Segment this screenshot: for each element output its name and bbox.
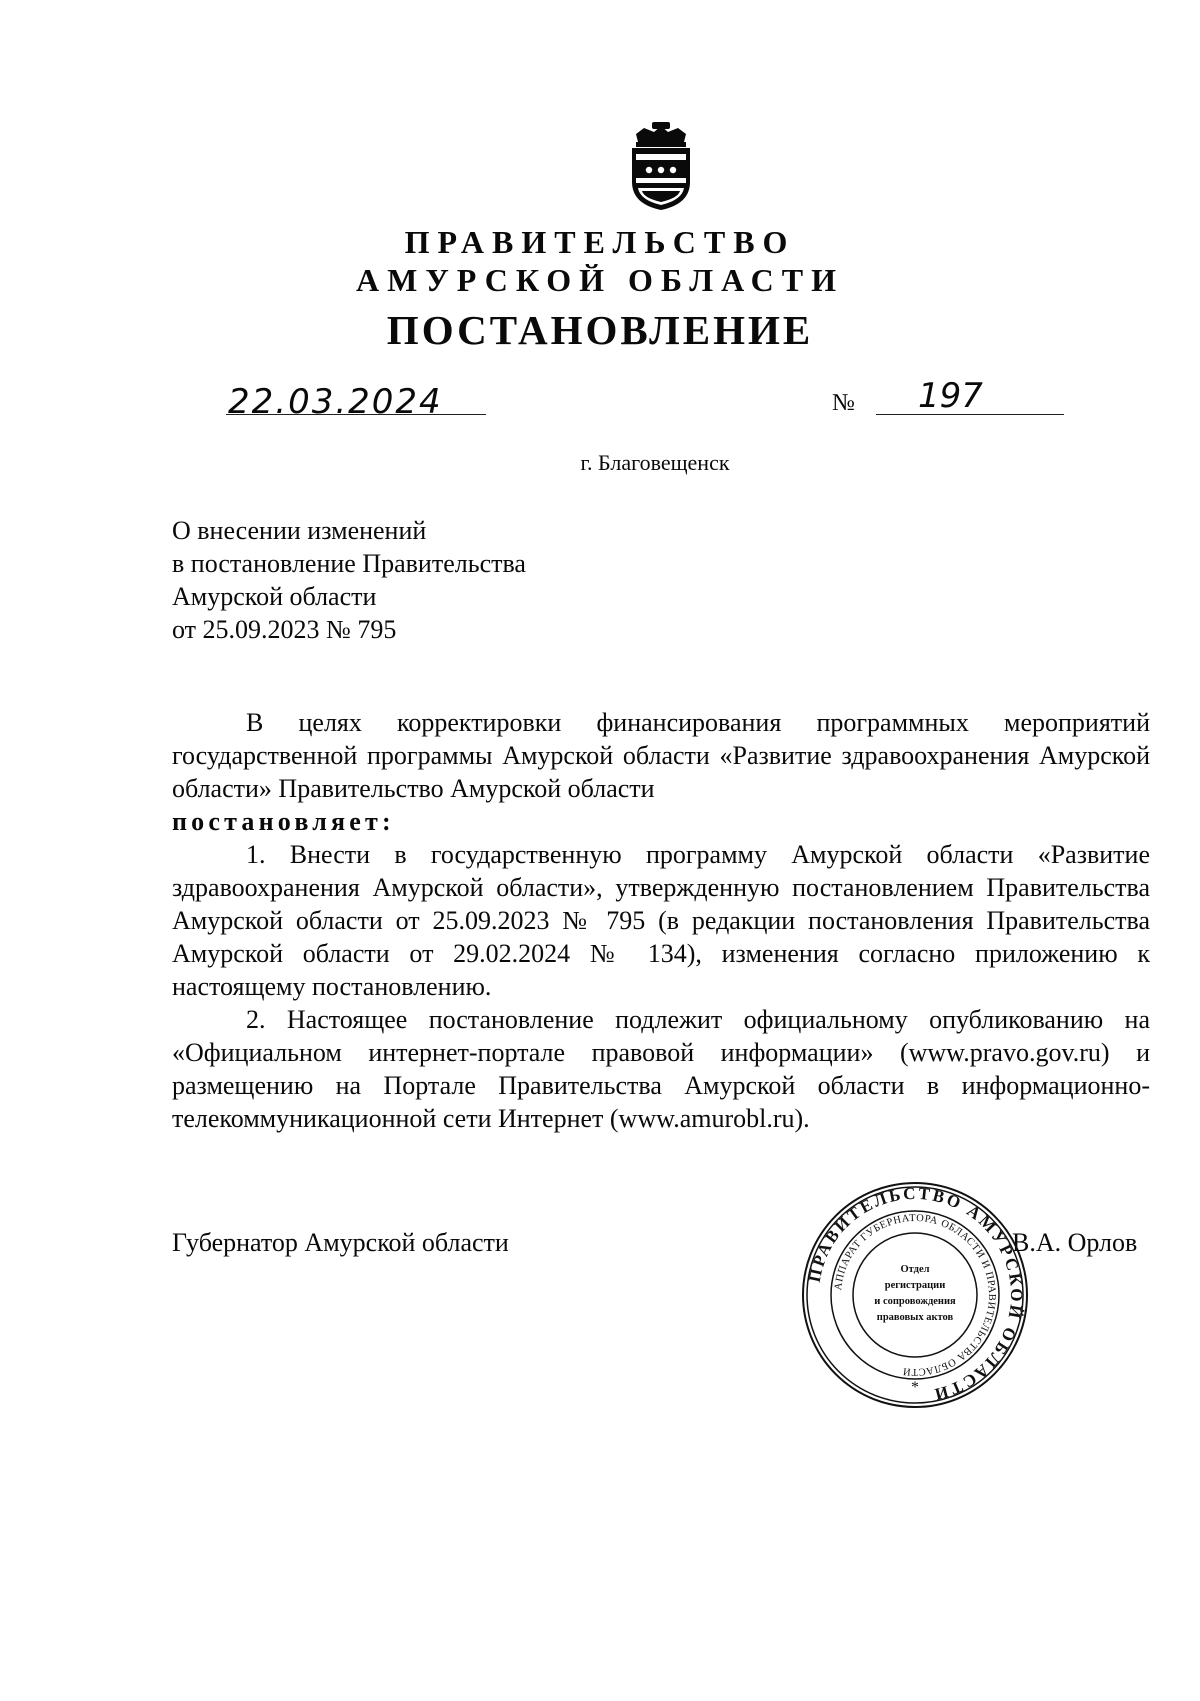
seal-center-line: Отдел	[900, 1264, 930, 1275]
item-2-paragraph: 2. Настоящее постановление подлежит официальному опубликованию на «Официальном интернет-портале правовой информации» (www.pravo.gov.ru) и размещению на Портале Правительства Амурской области в информационно-телекоммуникационной сети Интернет (www.amurobl.ru).	[172, 1005, 1150, 1133]
seal-outer-text: ПРАВИТЕЛЬСТВО АМУРСКОЙ ОБЛАСТИ	[804, 1183, 1027, 1405]
official-seal	[800, 1180, 1030, 1410]
seal-center-line: регистрации	[884, 1280, 946, 1291]
title-line: Амурской области	[172, 582, 377, 611]
date-underline	[226, 414, 486, 415]
coat-of-arms-icon	[622, 120, 700, 212]
city-line: г. Благовещенск	[580, 450, 730, 475]
document-body	[172, 706, 1150, 1135]
handwritten-number: 197	[918, 376, 983, 416]
title-line: от 25.09.2023 № 795	[172, 615, 397, 644]
number-underline	[876, 414, 1064, 415]
org-name-line1: ПРАВИТЕЛЬСТВО	[404, 224, 796, 260]
decree-word: постановляет:	[172, 807, 395, 836]
title-line: О внесении изменений	[172, 516, 427, 545]
document-title	[172, 514, 526, 646]
seal-inner-text: АППАРАТ ГУБЕРНАТОРА ОБЛАСТИ И ПРАВИТЕЛЬСТВА ОБЛАСТИ	[833, 1212, 998, 1378]
handwritten-date: 22.03.2024	[228, 382, 443, 422]
document-type: ПОСТАНОВЛЕНИЕ	[386, 307, 814, 353]
title-line: в постановление Правительства	[172, 549, 526, 578]
org-name-line2: АМУРСКОЙ ОБЛАСТИ	[356, 262, 844, 298]
signatory-name: В.А. Орлов	[1012, 1228, 1138, 1257]
preamble-paragraph: В целях корректировки финансирования программных мероприятий государственной программы Амурской области «Развитие здравоохранения Амурской области» Правительство Амурской области	[172, 708, 1150, 803]
number-label: №	[832, 390, 855, 416]
seal-center-line: правовых актов	[876, 1312, 954, 1323]
svg-text:АППАРАТ ГУБЕРНАТОРА ОБЛАСТИ И	[833, 1213, 997, 1377]
signatory-title: Губернатор Амурской области	[172, 1228, 509, 1257]
seal-star: *	[911, 1379, 919, 1396]
seal-center-line: и сопровождения	[874, 1296, 956, 1307]
item-1-paragraph: 1. Внести в государственную программу Амурской области «Развитие здравоохранения Амурской области», утвержденную постановлением Правительства Амурской области от 25.09.2023 № 795 (в редакции постановления Правительства Амурской области от 29.02.2024 № 134), изменения согласно приложению к настоящему постановлению.	[172, 840, 1150, 1001]
